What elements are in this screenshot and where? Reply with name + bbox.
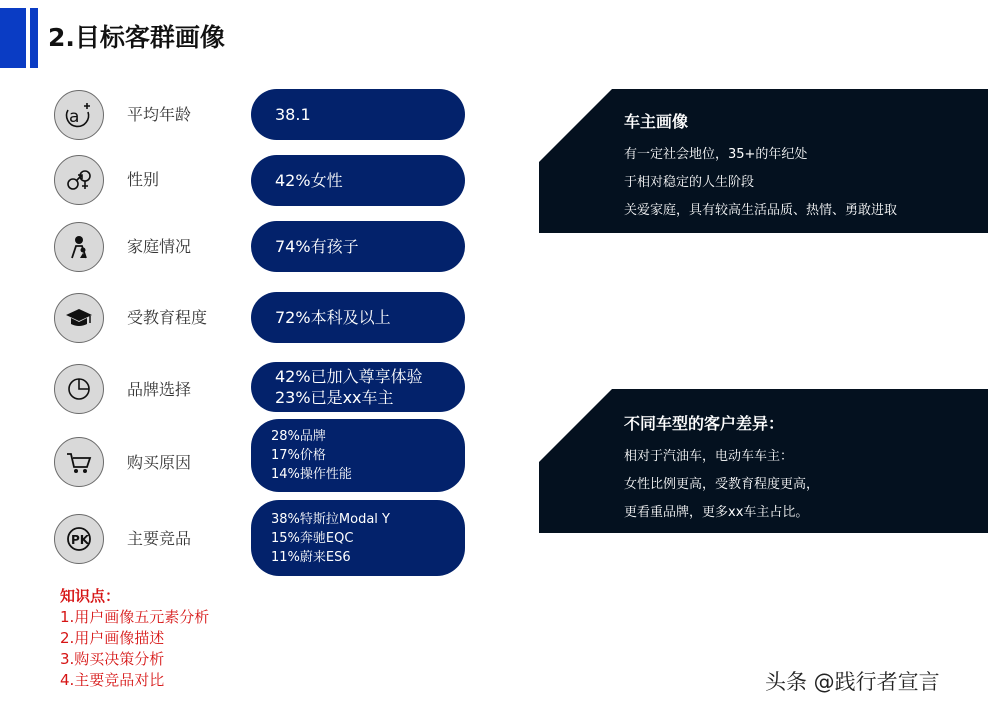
pill-education: [251, 292, 465, 343]
pill-age: [251, 89, 465, 140]
pill-line: 14%操作性能: [271, 467, 352, 482]
owner-portrait-panel: [539, 89, 988, 233]
knowledge-item: 1.用户画像五元素分析: [60, 608, 210, 626]
row-label-family: 家庭情况: [127, 237, 192, 256]
pill-purchase-reason: [251, 419, 465, 492]
panel-title: 不同车型的客户差异：: [624, 414, 785, 433]
row-label-gender: 性别: [127, 170, 160, 189]
pill-line: 11%蔚来ES6: [271, 549, 351, 565]
pill-competitors: [251, 500, 465, 576]
age-icon: [54, 90, 104, 140]
knowledge-item: 2.用户画像描述: [60, 629, 165, 647]
watermark: 头条 @践行者宣言: [765, 670, 940, 694]
row-label-education: 受教育程度: [127, 308, 208, 327]
svg-text:a: a: [69, 107, 80, 127]
knowledge-item: 4.主要竞品对比: [60, 671, 165, 689]
pie-chart-icon: [54, 364, 104, 414]
pk-icon: [54, 514, 104, 564]
panel-line: 关爱家庭，具有较高生活品质、热情、勇敢进取: [624, 203, 898, 218]
row-label-purchase-reason: 购买原因: [127, 453, 192, 472]
knowledge-title: 知识点：: [60, 587, 121, 605]
row-label-brand: 品牌选择: [127, 380, 192, 399]
panel-line: 更看重品牌，更多xx车主占比。: [624, 505, 809, 520]
pill-line: 72%本科及以上: [275, 308, 391, 327]
knowledge-item: 3.购买决策分析: [60, 650, 165, 668]
row-label-age: 平均年龄: [127, 105, 192, 124]
shopping-cart-icon: [54, 437, 104, 487]
panel-line: 相对于汽油车，电动车车主：: [624, 449, 794, 464]
panel-line: 女性比例更高，受教育程度更高，: [624, 477, 820, 492]
panel-line: 于相对稳定的人生阶段: [624, 175, 755, 190]
pill-family: [251, 221, 465, 272]
panel-corner-notch: [539, 389, 612, 462]
knowledge-points: [60, 586, 209, 691]
pill-gender: [251, 155, 465, 206]
pill-line: 42%女性: [275, 171, 343, 190]
family-icon: [54, 222, 104, 272]
pill-line: 42%已加入尊享体验: [275, 367, 423, 386]
pill-line: 15%奔驰EQC: [271, 530, 354, 546]
pill-line: 74%有孩子: [275, 237, 359, 256]
panel-title: 车主画像: [624, 112, 689, 131]
pill-line: 23%已是xx车主: [275, 388, 394, 407]
customer-difference-panel: [539, 389, 988, 533]
pill-line: 38%特斯拉Modal Y: [271, 511, 390, 527]
pill-line: 38.1: [275, 105, 311, 124]
graduation-cap-icon: [54, 293, 104, 343]
gender-icon: [54, 155, 104, 205]
pill-line: 17%价格: [271, 448, 326, 463]
panel-line: 有一定社会地位，35+的年纪处: [624, 147, 808, 162]
pill-line: 28%品牌: [271, 429, 326, 444]
pill-brand: [251, 362, 465, 412]
row-label-competitors: 主要竞品: [127, 529, 192, 548]
svg-text:PK: PK: [71, 533, 90, 547]
title-accent-bar: [0, 8, 26, 68]
title-accent-bar-thin: [30, 8, 38, 68]
panel-corner-notch: [539, 89, 612, 162]
page-title: 2.目标客群画像: [48, 23, 225, 52]
